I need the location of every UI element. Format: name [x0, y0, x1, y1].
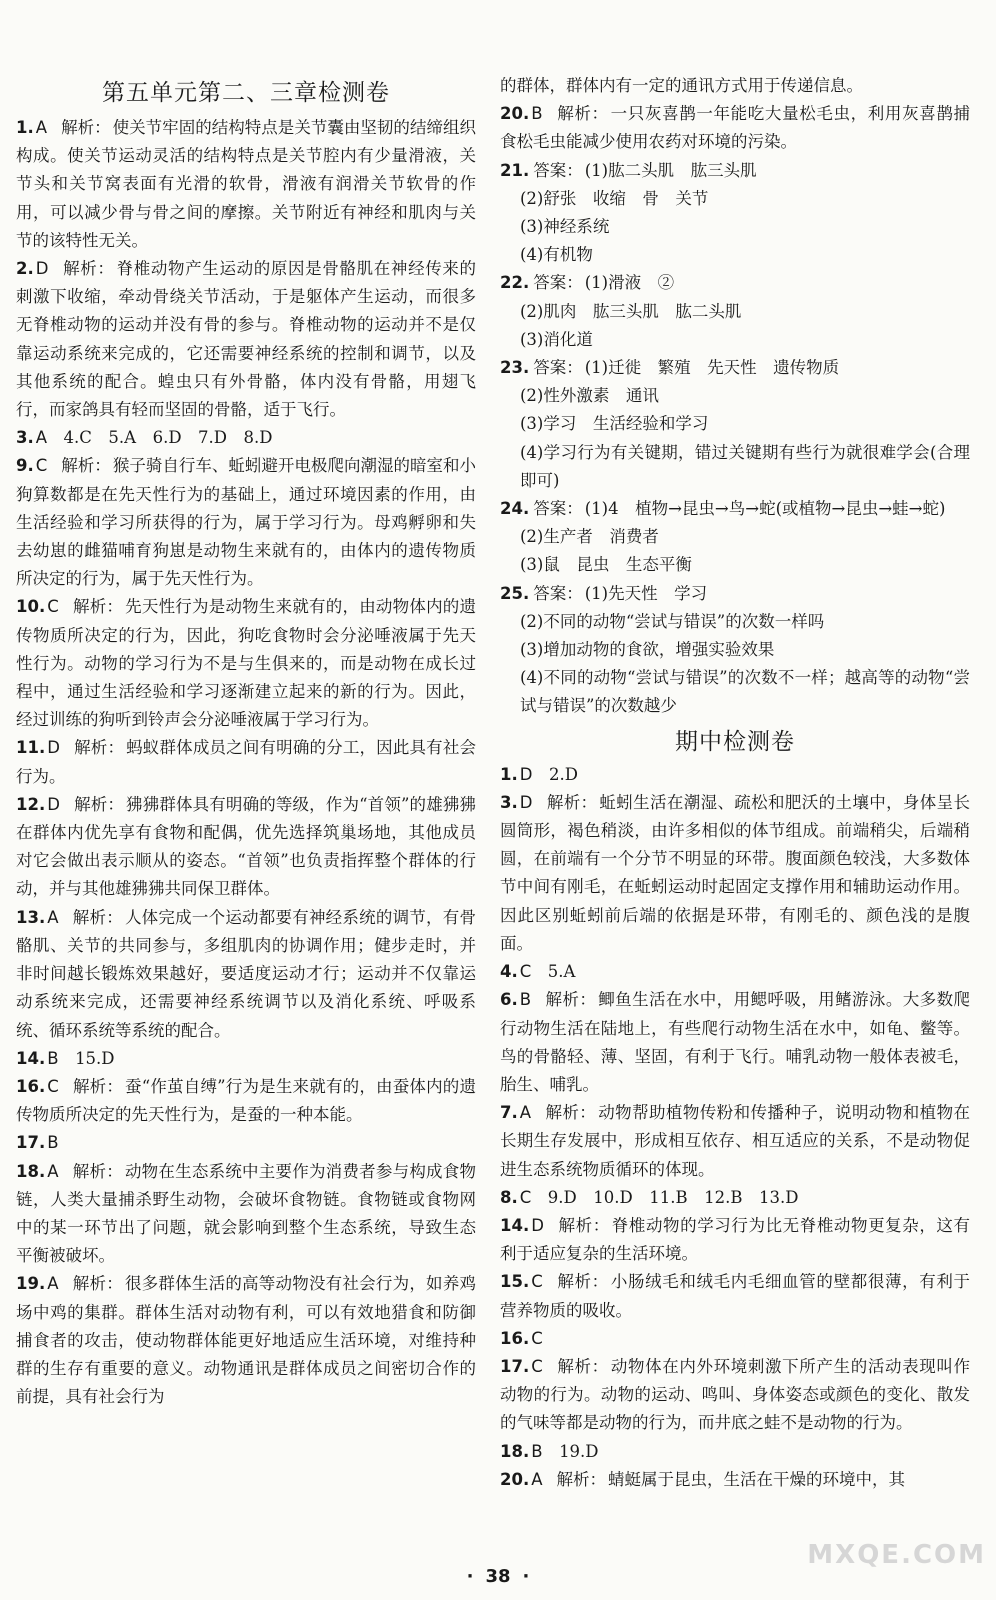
item-number: 25. — [500, 583, 530, 603]
answer-block — [500, 495, 970, 523]
item-answer: D — [519, 764, 533, 784]
item-answer: A — [531, 1469, 543, 1489]
analysis-label: 解析： — [556, 1469, 607, 1489]
answer-sub: (4)不同的动物“尝试与错误”的次数不一样；越高等的动物“尝试与错误”的次数越少 — [520, 668, 970, 716]
item-number: 24. — [500, 499, 530, 519]
item-text: 蚂蚁群体成员之间有明确的分工，因此具有社会行为。 — [16, 738, 477, 786]
right-answers — [500, 157, 970, 721]
item-number: 21. — [500, 160, 530, 180]
item-number: 1. — [16, 118, 34, 137]
answer-item — [16, 255, 476, 424]
answer-sub: (2)肌肉 肱三头肌 肱二头肌 — [520, 301, 742, 321]
answer-item — [500, 986, 970, 1099]
item-answer: A — [519, 1103, 532, 1123]
answer-sub: (2)性外激素 通讯 — [520, 386, 659, 406]
item-answer: D — [519, 792, 533, 812]
item-text: 很多群体生活的高等动物没有社会行为，如养鸡场中鸡的集群。群体生活对动物有利，可以有效地猎食和防御捕食者的攻击，使动物群体能更好地适应生活环境，对维持种群的生存有重要的意义。动物通讯是群体成员之间密切合作的前提，具有社会行为 — [16, 1274, 477, 1407]
item-text: 猴子骑自行车、蚯蚓避开电极爬向潮湿的暗室和小狗算数都是在先天性行为的基础上，通过环境因素的作用，由生活经验和学习所获得的行为，属于学习行为。母鸡孵卵和失去幼崽的雌猫哺育狗崽是动物生来就有的，由体内的遗传物质所决定的行为，属于先天性行为。 — [16, 456, 477, 589]
item-text: 5.A — [547, 962, 576, 982]
left-items — [16, 114, 476, 1411]
item-number: 9. — [16, 456, 34, 476]
item-number: 16. — [500, 1328, 530, 1348]
page-number: · 38 · — [466, 1566, 530, 1587]
analysis-label: 解析： — [557, 1215, 610, 1235]
item-text: 9.D 10.D 11.B 12.B 13.D — [547, 1187, 799, 1207]
item-number: 16. — [16, 1076, 46, 1096]
item-answer: C — [531, 1328, 543, 1348]
answer-label: 答案： — [533, 358, 583, 378]
item-answer: D — [35, 259, 49, 279]
answer-item — [16, 1129, 476, 1157]
answer-item — [16, 734, 476, 790]
item-text: 2.D — [548, 764, 578, 784]
item-answer: C — [519, 962, 532, 982]
answer-item — [16, 1045, 476, 1073]
answer-sub: (4)有机物 — [520, 245, 593, 265]
item-text: 动物在生态系统中主要作为消费者参与构成食物链，人类大量捕杀野生动物，会破坏食物链。食物链或食物网中的某一环节出了问题，就会影响到整个生态系统，导致生态平衡被破坏。 — [16, 1161, 477, 1266]
answer-item — [16, 1158, 476, 1271]
answer-label: 答案： — [533, 499, 583, 519]
answer-item — [500, 1268, 970, 1324]
answer-first: (1)先天性 学习 — [584, 583, 708, 603]
item-text: 19.D — [559, 1441, 599, 1461]
answer-sub: (3)增加动物的食欲，增强实验效果 — [520, 640, 775, 660]
item-text: 一只灰喜鹊一年能吃大量松毛虫，利用灰喜鹊捕食松毛虫能减少使用农药对环境的污染。 — [500, 104, 971, 152]
item-text: 4.C 5.A 6.D 7.D 8.D — [63, 428, 273, 448]
item-answer: B — [531, 104, 543, 124]
item-number: 18. — [500, 1441, 530, 1461]
answer-block — [500, 354, 970, 382]
analysis-label: 解析： — [72, 597, 124, 617]
item-number: 10. — [16, 597, 46, 617]
analysis-label: 解析： — [546, 792, 598, 812]
analysis-label: 解析： — [72, 1274, 123, 1294]
answer-item — [16, 593, 476, 734]
item-number: 23. — [500, 358, 530, 378]
answer-item — [16, 1073, 476, 1129]
item-answer: A — [47, 907, 59, 927]
answer-item — [16, 424, 476, 452]
item-answer: A — [35, 118, 48, 137]
item-answer: C — [531, 1356, 543, 1376]
item-answer: D — [531, 1215, 544, 1235]
answer-item — [16, 452, 476, 593]
item-answer: D — [47, 794, 60, 814]
item-number: 14. — [16, 1048, 46, 1068]
item-text: 动物体在内外环境刺激下所产生的活动表现叫作动物的行为。动物的运动、鸣叫、身体姿态或颜色的变化、散发的气味等都是动物的行为，而井底之蛙不是动物的行为。 — [500, 1356, 971, 1433]
analysis-label: 解析： — [556, 1272, 609, 1292]
analysis-label: 解析： — [73, 794, 125, 814]
answer-item — [500, 1353, 970, 1438]
analysis-label: 解析： — [556, 1356, 609, 1376]
answer-item — [500, 1099, 970, 1184]
answer-item — [16, 791, 476, 904]
analysis-label: 解析： — [61, 456, 111, 476]
item-text: 鲫鱼生活在水中，用鳃呼吸，用鳍游泳。大多数爬行动物生活在陆地上，有些爬行动物生活在水中，如龟、鳖等。鸟的骨骼轻、薄、坚固，有利于飞行。哺乳动物一般体表被毛，胎生、哺乳。 — [500, 990, 971, 1094]
item-answer: C — [47, 597, 59, 617]
answer-block — [500, 269, 970, 297]
answer-item — [500, 100, 970, 156]
item-number: 1. — [500, 764, 518, 784]
answer-label: 答案： — [533, 160, 583, 180]
answer-sub: (2)生产者 消费者 — [520, 527, 659, 547]
answer-item — [16, 1270, 476, 1411]
item-answer: C — [47, 1076, 59, 1096]
item-text: 脊椎动物产生运动的原因是骨骼肌在神经传来的刺激下收缩，牵动骨绕关节活动，于是躯体产生运动，而很多无脊椎动物的运动并没有骨的参与。脊椎动物的运动并不是仅靠运动系统来完成的，它还需要神经系统的控制和调节，以及其他系统的配合。蝗虫只有外骨骼，体内没有骨骼，用翅飞行，而家鸽具有轻而坚固的骨骼，适于飞行。 — [16, 259, 477, 420]
answer-sub: (2)不同的动物“尝试与错误”的次数一样吗 — [520, 611, 825, 631]
item-answer: C — [519, 1187, 532, 1207]
right-items-b — [500, 761, 970, 1494]
item-number: 15. — [500, 1272, 530, 1292]
item-text: 动物帮助植物传粉和传播种子，说明动物和植物在长期生存发展中，形成相互依存、相互适应的关系，不是动物促进生态系统物质循环的体现。 — [500, 1103, 971, 1179]
item-number: 7. — [500, 1103, 518, 1123]
item-answer: C — [531, 1272, 543, 1292]
analysis-label: 解析： — [545, 990, 597, 1010]
answer-sub: (3)学习 生活经验和学习 — [520, 414, 709, 434]
item-number: 18. — [16, 1161, 46, 1181]
answer-block — [500, 157, 970, 185]
answer-item — [500, 1212, 970, 1268]
item-text: 小肠绒毛和绒毛内毛细血管的壁都很薄，有利于营养物质的吸收。 — [500, 1272, 971, 1320]
analysis-label: 解析： — [72, 1076, 124, 1096]
item-number: 3. — [16, 428, 34, 448]
item-number: 8. — [500, 1187, 518, 1207]
answer-item — [500, 789, 970, 958]
item-answer: A — [47, 1161, 59, 1181]
right-items-a — [500, 100, 970, 156]
answer-first: (1)4 植物→昆虫→鸟→蛇(或植物→昆虫→蛙→蛇) — [584, 499, 946, 519]
analysis-label: 解析： — [62, 259, 115, 279]
item-number: 22. — [500, 273, 530, 293]
item-text: 人体完成一个运动都要有神经系统的调节，有骨骼肌、关节的共同参与，多组肌肉的协调作用；健步走时，并非时间越长锻炼效果越好，要适度运动才行；运动并不仅靠运动系统来完成，还需要神经系统调节以及消化系统、呼吸系统、循环系统等系统的配合。 — [16, 907, 477, 1040]
item-answer: C — [35, 456, 48, 476]
item-number: 2. — [16, 259, 34, 279]
item-answer: B — [47, 1048, 59, 1068]
item-text: 蜻蜓属于昆虫，生活在干燥的环境中，其 — [608, 1469, 906, 1489]
item-number: 17. — [500, 1356, 530, 1376]
answer-item — [500, 958, 970, 986]
answer-item — [500, 761, 970, 789]
section-title-unit5: 第五单元第二、三章检测卷 — [102, 80, 390, 106]
answer-sub: (3)鼠 昆虫 生态平衡 — [520, 555, 692, 575]
item-text: 狒狒群体具有明确的等级，作为“首领”的雄狒狒在群体内优先享有食物和配偶，优先选择筑巢场地，其他成员对它会做出表示顺从的姿态。“首领”也负责指挥整个群体的行动，并与其他雄狒狒共同保卫群体。 — [16, 794, 477, 899]
item-answer: B — [519, 990, 532, 1010]
item-number: 6. — [500, 990, 518, 1010]
item-text: 蚯蚓生活在潮湿、疏松和肥沃的土壤中，身体呈长圆筒形，褐色稍淡，由许多相似的体节组成。前端稍尖，后端稍圆，在前端有一个分节不明显的环带。腹面颜色较浅，大多数体节中间有刚毛，在蚯蚓运动时起固定支撑作用和辅助运动作用。因此区别蚯蚓前后端的依据是环带，有刚毛的、颜色浅的是腹面。 — [500, 792, 971, 953]
item-number: 20. — [500, 104, 530, 124]
analysis-label: 解析： — [545, 1103, 597, 1123]
answer-item — [16, 114, 476, 255]
item-number: 11. — [16, 738, 46, 758]
answer-item — [500, 1438, 970, 1466]
item-number: 12. — [16, 794, 46, 814]
item-number: 3. — [500, 792, 518, 812]
item-number: 17. — [16, 1133, 46, 1153]
section-title-midterm: 期中检测卷 — [675, 728, 795, 755]
answer-sub: (2)舒张 收缩 骨 关节 — [520, 188, 709, 208]
analysis-label: 解析： — [72, 1161, 123, 1181]
item-answer: B — [531, 1441, 543, 1461]
analysis-label: 解析： — [73, 738, 125, 758]
answer-sub: (3)消化道 — [520, 329, 593, 349]
answer-block — [500, 580, 970, 608]
answer-item — [500, 1325, 970, 1353]
item-number: 20. — [500, 1469, 530, 1489]
left-column — [16, 72, 476, 1411]
right-column — [500, 72, 970, 1494]
answer-label: 答案： — [533, 273, 583, 293]
continuation-text: 的群体，群体内有一定的通讯方式用于传递信息。 — [500, 76, 863, 95]
answer-first: (1)肱二头肌 肱三头肌 — [584, 160, 757, 180]
item-answer: D — [47, 738, 60, 758]
answer-item — [500, 1184, 970, 1212]
item-text: 使关节牢固的结构特点是关节囊由坚韧的结缔组织构成。使关节运动灵活的结构特点是关节腔内有少量滑液，关节头和关节窝表面有光滑的软骨，滑液有润滑关节软骨的作用，可以减少骨与骨之间的摩擦。关节附近有神经和肌肉与关节的该特性无关。 — [16, 118, 477, 250]
item-text: 脊椎动物的学习行为比无脊椎动物更复杂，这有利于适应复杂的生活环境。 — [500, 1215, 971, 1264]
answer-sub: (4)学习行为有关键期，错过关键期有些行为就很难学会(合理即可) — [520, 442, 970, 490]
answer-label: 答案： — [533, 583, 583, 603]
answer-first: (1)迁徙 繁殖 先天性 遗传物质 — [584, 358, 840, 378]
item-number: 13. — [16, 907, 46, 927]
answer-item — [16, 904, 476, 1045]
analysis-label: 解析： — [61, 118, 111, 137]
item-answer: A — [35, 428, 48, 448]
answer-item — [500, 1466, 970, 1494]
item-answer: B — [47, 1133, 59, 1153]
analysis-label: 解析： — [72, 907, 123, 927]
answer-sub: (3)神经系统 — [520, 217, 610, 237]
item-text: 先天性行为是动物生来就有的，由动物体内的遗传物质所决定的行为，因此，狗吃食物时会分泌唾液属于先天性行为。动物的学习行为不是与生俱来的，而是动物在成长过程中，通过生活经验和学习逐渐建立起来的新的行为。因此，经过训练的狗听到铃声会分泌唾液属于学习行为。 — [16, 597, 477, 730]
item-number: 19. — [16, 1274, 46, 1294]
item-answer: A — [47, 1274, 59, 1294]
answer-first: (1)滑液 ② — [584, 273, 675, 293]
item-number: 14. — [500, 1215, 530, 1235]
analysis-label: 解析： — [556, 104, 609, 124]
item-number: 4. — [500, 962, 518, 982]
item-text: 15.D — [75, 1048, 115, 1068]
item-text: 蚕“作茧自缚”行为是生来就有的，由蚕体内的遗传物质所决定的先天性行为，是蚕的一种本能。 — [16, 1076, 476, 1125]
watermark-logo: MXQE.COM — [807, 1540, 986, 1570]
